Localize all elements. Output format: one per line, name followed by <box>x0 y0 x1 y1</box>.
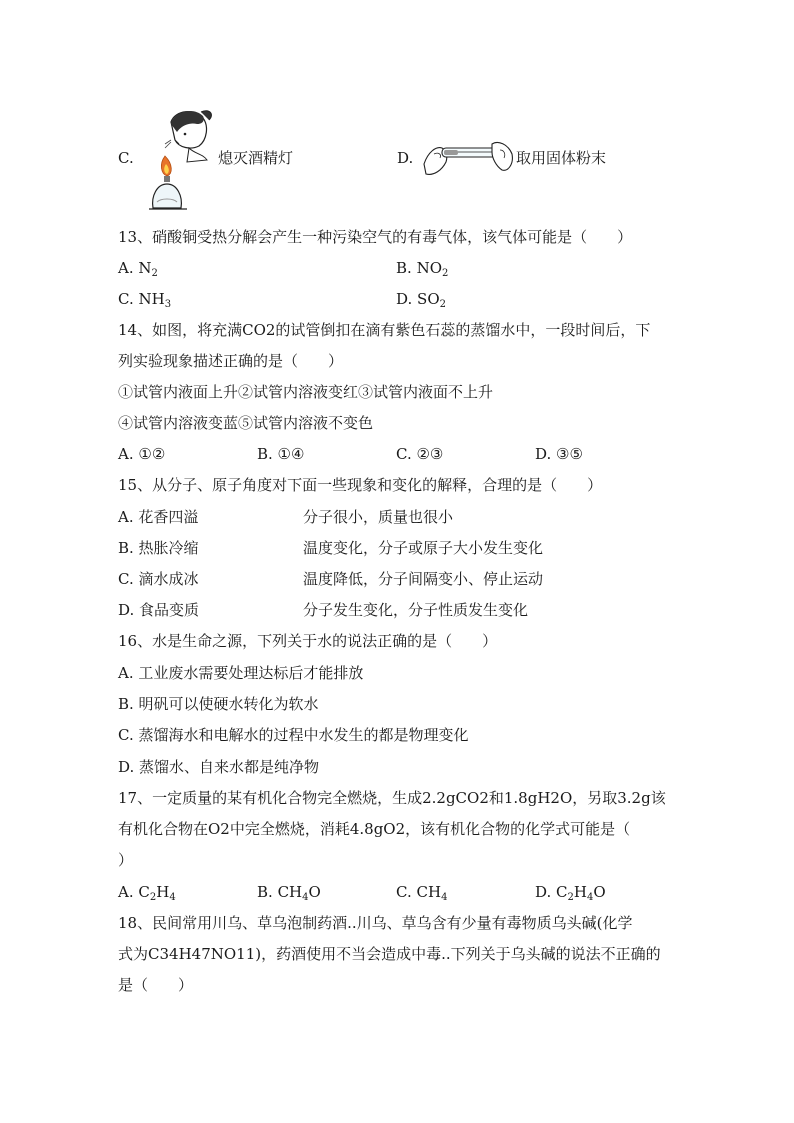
q14-option-b: B. ①④ <box>257 445 305 463</box>
person-blowing-alcohol-lamp-icon <box>143 104 218 212</box>
hands-holding-test-tube-icon <box>420 134 516 184</box>
q15-stem: 15、从分子、原子角度对下面一些现象和变化的解释，合理的是（ ） <box>118 476 603 494</box>
q13-stem: 13、硝酸铜受热分解会产生一种污染空气的有毒气体，该气体可能是（ ） <box>118 228 633 246</box>
q13-option-c: C. $NH_3$ <box>118 290 172 310</box>
q12-option-d-label: D. <box>397 149 414 167</box>
q14-stem-line2: 列实验现象描述正确的是（ ） <box>118 352 344 370</box>
q15-option-a: A. 花香四溢 分子很小，质量也很小 <box>118 508 454 526</box>
q17-option-d: D. $C_2H_4O$ <box>535 883 606 903</box>
q17-stem-line3: ） <box>118 851 134 869</box>
q16-stem: 16、水是生命之源，下列关于水的说法正确的是（ ） <box>118 632 498 650</box>
q16-option-d: D. 蒸馏水、自来水都是纯净物 <box>118 758 320 776</box>
q12-option-c-label: C. <box>118 149 134 167</box>
q14-items-line2: ④试管内溶液变蓝⑤试管内溶液不变色 <box>118 414 374 432</box>
q14-option-c: C. ②③ <box>396 445 444 463</box>
q17-stem-line1: 17、一定质量的某有机化合物完全燃烧，生成2.2gCO2和1.8gH2O，另取3.2g该 <box>118 789 666 807</box>
q17-stem-line2: 有机化合物在O2中完全燃烧，消耗4.8gO2，该有机化合物的化学式可能是（ <box>118 820 631 838</box>
q15-option-d: D. 食品变质 分子发生变化，分子性质发生变化 <box>118 601 529 619</box>
q18-stem-line1: 18、民间常用川乌、草乌泡制药酒..川乌、草乌含有少量有毒物质乌头碱(化学 <box>118 914 633 932</box>
q14-option-d: D. ③⑤ <box>535 445 583 463</box>
q13-option-a: A. $N_2$ <box>118 259 158 279</box>
q12-option-d-text: 取用固体粉末 <box>516 149 607 167</box>
q16-option-c: C. 蒸馏海水和电解水的过程中水发生的都是物理变化 <box>118 726 469 744</box>
q14-stem-line1: 14、如图，将充满CO2的试管倒扣在滴有紫色石蕊的蒸馏水中，一段时间后，下 <box>118 321 651 339</box>
q16-option-a: A. 工业废水需要处理达标后才能排放 <box>118 664 364 682</box>
q16-option-b: B. 明矾可以使硬水转化为软水 <box>118 695 319 713</box>
q15-option-c: C. 滴水成冰 温度降低，分子间隔变小、停止运动 <box>118 570 544 588</box>
q18-stem-line2: 式为C34H47NO11)，药酒使用不当会造成中毒..下列关于乌头碱的说法不正确的 <box>118 945 661 963</box>
q17-option-b: B. $CH_4O$ <box>257 883 321 903</box>
q17-option-a: A. $C_2H_4$ <box>118 883 176 903</box>
q14-items-line1: ①试管内液面上升②试管内溶液变红③试管内液面不上升 <box>118 383 494 401</box>
q15-option-b: B. 热胀冷缩 温度变化，分子或原子大小发生变化 <box>118 539 544 557</box>
q13-option-b: B. $NO_2$ <box>396 259 449 279</box>
q17-option-c: C. $CH_4$ <box>396 883 448 903</box>
q14-option-a: A. ①② <box>118 445 166 463</box>
q13-option-d: D. $SO_2$ <box>396 290 446 310</box>
q12-option-c-text: 熄灭酒精灯 <box>218 149 294 167</box>
q18-stem-line3: 是（ ） <box>118 976 194 994</box>
